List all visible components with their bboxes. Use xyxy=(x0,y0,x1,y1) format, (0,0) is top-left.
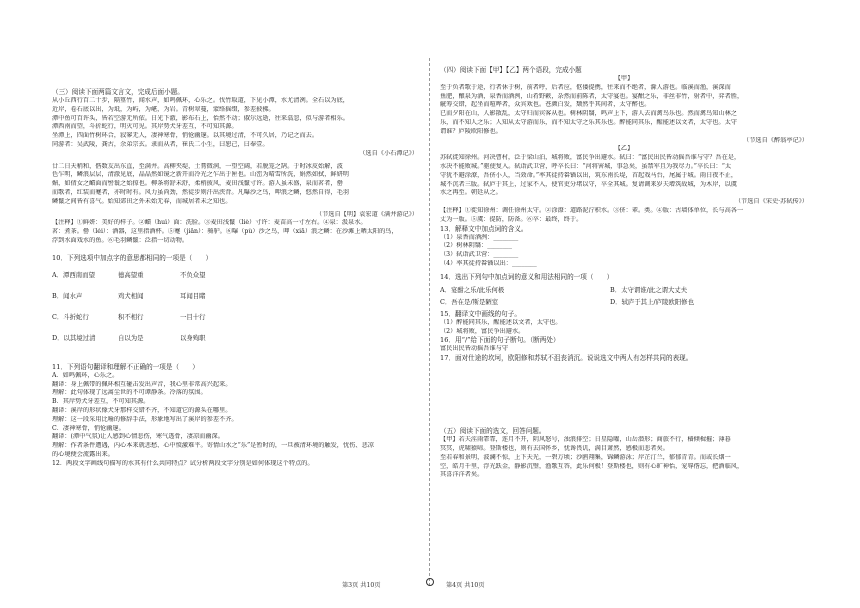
q14-option-b: B．太守谓谁/此之谓大丈夫 xyxy=(610,285,688,294)
q10-option-row xyxy=(52,334,418,343)
jia-lines-line: 乐，而不知人之乐；人知从太守游而乐，而不知太守之乐其乐也。醉能同其乐，醒能述以文者，太守也。太守 xyxy=(440,118,737,126)
jia-lines-line: 至于负者歌于途，行者休于树，前者呼，后者应，伛偻提携，往来而不绝者，滁人游也。临溪而渔，溪深而 xyxy=(440,83,731,91)
sec5-lines-line: 空，皓月千里，浮光跃金，静影沉璧，渔歌互答，此乐何极！登斯楼也，则有心旷神怡，宠辱偕忘，把酒临风， xyxy=(440,462,744,470)
section4-title: （四）阅读下面【甲】【乙】两个语段，完成小题 xyxy=(440,66,582,74)
column-divider xyxy=(429,58,430,586)
sec5-lines-line: 【甲】若夫淫雨霏霏，连月不开，阴风怒号，浊浪排空；日星隐曜，山岳潜形；商旅不行，樯倾楫摧；薄暮 xyxy=(440,436,731,444)
q13-items-line: （2）树林阴翳：________ xyxy=(440,242,512,250)
section5-passage xyxy=(440,436,808,480)
q11-lines-line: 的心境便会流露出来。 xyxy=(52,450,114,458)
yi-notes-line: 【注释】①徙知徐州：调任徐州太守。②涂潦：道路泥泞积水。③侪：辈。类。④版：古墙体单位，长与高各一 xyxy=(440,206,744,214)
question-17: 17．面对仕途的坎坷，欧阳修和苏轼不沮丧消沉。说说选文中两人有怎样共同的表现。 xyxy=(440,354,693,363)
question-10: 10．下列选项中加点字的意思都相同的一项是（ ） xyxy=(52,253,213,262)
notes xyxy=(52,219,418,245)
question-11: 11．下列语句翻译和理解不正确的一项是（ ） xyxy=(52,362,199,371)
q11-lines-line: A．如鸣佩环，心乐之。 xyxy=(52,371,119,379)
q14-option-row xyxy=(440,298,808,307)
passage-a-line: 潭西南而望，斗折蛇行，明灭可见。其岸势犬牙差互，不可知其源。 xyxy=(52,123,238,131)
q11-lines-line: 翻译：溪岸的形状像犬牙那样交错不齐，不知道它的源头在哪里。 xyxy=(52,406,232,414)
yi-source: （节选自《宋史·苏轼传》） xyxy=(734,198,808,206)
footer-right: 第4页 共10页 xyxy=(446,582,485,589)
q10-option-row xyxy=(52,292,418,301)
q10-option-b: 积不相行 xyxy=(118,312,144,321)
yi-lines-line: 苏轼徙知徐州。河决曹村，泛于梁山泊，城将败，富民争出避水。轼曰：“富民出民皆动摇吾谁与守？吾在是， xyxy=(440,154,741,162)
q14-option-b: D．轼庐于其上/庐陵欧阳修也 xyxy=(610,297,694,306)
yi-notes xyxy=(440,207,808,225)
source-a: （选自《小石潭记》） xyxy=(359,149,418,157)
yi-lines-line: 水决不能败城。”驱使复入。轼诣武卫营，呼卒长曰：“河将害城，事急矣，虽禁军且为我尽力。”卒长曰：“太 xyxy=(440,162,732,170)
passage-a-line: 同游者：吴武陵，龚古，余弟宗玄。隶而从者，崔氏二小生，曰恕己，曰奉壹。 xyxy=(52,140,269,148)
q15-items-line: （2）城将败，富民争出避水。 xyxy=(440,327,525,335)
q14-option-row xyxy=(440,286,808,295)
sec5-lines-line: 至若春和景明，波澜不惊，上下天光，一碧万顷；沙鸥翔集，锦鳞游泳；岸芷汀兰，郁郁青青。而或长烟一 xyxy=(440,453,731,461)
question-14: 14．选出下列句中加点词的意义和用法相同的一项（ ） xyxy=(440,272,614,281)
q13-items-line: （3）轼诣武卫营：________ xyxy=(440,251,519,259)
q10-option-b: 鸡犬相闻 xyxy=(118,291,144,300)
left-page xyxy=(52,0,418,608)
passage-a-line: 潭中鱼可百许头，皆若空游无所依。日光下澈，影布石上，佁然不动；俶尔远逝，往来翕忽，似与游者相乐。 xyxy=(52,114,349,122)
right-page xyxy=(440,0,808,608)
yi-notes-line: 丈为一版。⑤虞：提防，防备。⑥卒：最终，终于。 xyxy=(440,215,583,223)
q10-option-c: 以身殉职 xyxy=(180,333,206,342)
passage-b xyxy=(52,163,418,207)
q11-lines xyxy=(52,372,418,469)
jia-lines-line: 谓谁？庐陵欧阳修也。 xyxy=(440,127,502,135)
page-circle-icon xyxy=(426,578,434,586)
jia-source: （节选自《醉翁亭记》） xyxy=(743,136,808,144)
section3-title: （三）阅读下面两篇文言文，完成后面小题。 xyxy=(52,88,184,96)
q10-options xyxy=(52,271,418,343)
passage-a xyxy=(52,97,418,150)
sec5-lines-line: 其喜洋洋者矣。 xyxy=(440,471,484,479)
passage-b-line: 色乍明，鳞浪层层，清澈见底，晶晶然如镜之新开而冷光之乍出于匣也。山峦为晴雪所洗，娟然如拭，鲜妍明 xyxy=(52,171,349,179)
q14-option-a: A．宴酣之乐/此乐何极 xyxy=(440,285,505,294)
sec5-lines-line: 冥冥，虎啸猿啼。登斯楼也，则有去国怀乡，忧谗畏讥，满目萧然，感极而悲者矣。 xyxy=(440,444,669,452)
passage-a-line: 近岸，卷石底以出，为坻，为屿，为嵁，为岩。青树翠蔓，蒙络摇缀，参差披拂。 xyxy=(52,105,275,113)
question-16: 16．用“/”给下面的句子断句。（断两处） xyxy=(440,336,560,345)
q16-text: 富民出民皆动摇吾谁与守 xyxy=(440,345,509,353)
q10-option-label: C．斗折蛇行 xyxy=(52,312,89,321)
section5-title: （五）阅读下面的选文，回答问题。 xyxy=(440,427,546,436)
question-15: 15．翻译文中画线的句子。 xyxy=(440,309,521,318)
source-b: （节选自【明】袁宏道《满井游记》） xyxy=(315,210,418,218)
notes-line: 浮到水面戏水的鱼。⑥毛羽鳞鬣：泛指一切动物。 xyxy=(52,236,189,244)
footer-left: 第3页 共10页 xyxy=(342,582,381,589)
jia-passage xyxy=(440,84,808,137)
q11-lines-line: 12．两段文字画线句描写的水其有什么共同特点？试分析两段文字分别是如何体现这个特点的。 xyxy=(52,459,314,467)
q14-option-a: C．吾在是/斯是陋室 xyxy=(440,297,499,306)
q10-option-b: 自以为是 xyxy=(118,333,144,342)
passage-b-line: 而歌者，红装而蹇者，亦时时有。风力虽尚劲，然徒步则汗出浃背。凡曝沙之鸟，呷浪之鳞，悠然自得，毛羽 xyxy=(52,188,349,196)
q10-option-c: 不负众望 xyxy=(180,270,206,279)
q13-items xyxy=(440,234,808,269)
q10-option-row xyxy=(52,271,418,280)
q11-lines-line: 理解：这一段采用比喻的修辞手法，形象地写出了溪岸的参差不齐。 xyxy=(52,415,238,423)
q11-lines-line: 翻译：身上佩带的佩环相互碰击发出声音，我心里非常高兴起来。 xyxy=(52,380,232,388)
q11-lines-line: 理解：此句体现了远离尘世的不可谭静条。冷落的氛围。 xyxy=(52,389,207,397)
q10-option-label: D．以其境过清 xyxy=(52,333,96,342)
q10-option-c: 耳闻目睹 xyxy=(180,291,206,300)
yi-label: 【乙】 xyxy=(614,145,634,153)
yi-lines-line: 守犹不避涂潦，吾侪小人，当效命。”率其徒持畚锸以出，筑东南长堤，首起戏马台，尾属于城。雨日夜不止， xyxy=(440,171,738,179)
passage-a-line: 坐潭上，四面竹树环合，寂寥无人，凄神寒骨，悄怆幽邃。以其境过清，不可久居，乃记之而去。 xyxy=(52,132,319,140)
q10-option-row xyxy=(52,313,418,322)
yi-passage xyxy=(440,154,808,198)
q10-option-label: B．闻水声 xyxy=(52,291,83,300)
jia-lines-line: 已而夕阳在山，人影散乱，太守归而宾客从也。树林阴翳，鸣声上下，游人去而禽鸟乐也。然而禽鸟知山林之 xyxy=(440,110,737,118)
passage-b-line: 鳞鬣之间皆有喜气。始知郊田之外未始无春，而城居者未之知也。 xyxy=(52,197,232,205)
q15-items-line: （1）醉能同其乐，醒能述以文者，太守也。 xyxy=(440,318,562,326)
jia-label: 【甲】 xyxy=(614,75,634,82)
question-13: 13．解释文中加点词的含义。 xyxy=(440,224,528,233)
yi-lines-line: 城不沉者三版。轼庐于其上，过家不入，使官吏分堵以守，卒全其城。复请调来岁夫增筑故城，为木岸，以虞 xyxy=(440,180,737,188)
passage-b-line: 媚，如倩女之靧面而髻鬟之始掠也。柳条将舒未舒，柔梢披风，麦田浅鬣寸许。游人虽未盛，泉而茗者，罍 xyxy=(52,180,343,188)
jia-lines-line: 觥筹交错，起坐而喧哗者，众宾欢也。苍颜白发，颓然乎其间者，太守醉也。 xyxy=(440,101,651,109)
q11-lines-line: 理解：作者条件遭遇，内心本来就悲愁、心中愤激难平。寄情山水之“乐”是暂时的，一旦被清环境的触发，忧伤、悲凉 xyxy=(52,442,374,450)
q11-lines-line: C．凄神寒骨，悄怆幽邃。 xyxy=(52,424,125,432)
q13-items-line: （1）泉香而酒洌：________ xyxy=(440,233,519,241)
q13-items-line: （4）率其徒持畚锸以出：________ xyxy=(440,259,537,267)
notes-line: 【注释】①鲜妍：美好的样子。②靧（huì）面：洗脸。③麦田浅鬣（liè）寸许：麦苗高一寸左右。④泉：汲泉水。 xyxy=(52,219,367,227)
q10-option-c: 一目十行 xyxy=(180,312,206,321)
jia-lines-line: 鱼肥，酿泉为酒，泉香而酒洌，山肴野蔌，杂然而前陈者，太守宴也。宴酣之乐，非丝非竹，射者中，弈者胜， xyxy=(440,92,744,100)
yi-lines-line: 水之再至。朝廷从之。 xyxy=(440,189,502,197)
q14-options xyxy=(440,286,808,307)
passage-a-line: 从小丘西行百二十步，隔篁竹，闻水声，如鸣佩环，心乐之。伐竹取道，下见小潭，水尤清冽。全石以为底， xyxy=(52,97,349,104)
q10-option-b: 德高望重 xyxy=(118,270,144,279)
passage-b-line: 廿二日天稍和，偕数友出东直，至满井。高柳夹堤，土膏微润，一望空阔，若脱笼之鹄。于时冰皮始解，波 xyxy=(52,162,343,170)
q10-option-label: A．潭西南而望 xyxy=(52,270,95,279)
q15-items xyxy=(440,319,808,337)
q11-lines-line: B．其岸势犬牙差互，不可知其源。 xyxy=(52,398,150,406)
q11-lines-line: 翻译：(潭中气氛)让人感到心情悲伤，寒气透骨，凄凉而幽深。 xyxy=(52,433,224,441)
notes-line: 茗：煮茶。罍（léi）：酒器，这里指酒杯。⑤蹇（jiǎn）：骑驴。⑥曝（pù）沙之鸟，呷（xiā）浪之鳞：在沙滩上晒太阳的鸟， xyxy=(52,228,398,236)
